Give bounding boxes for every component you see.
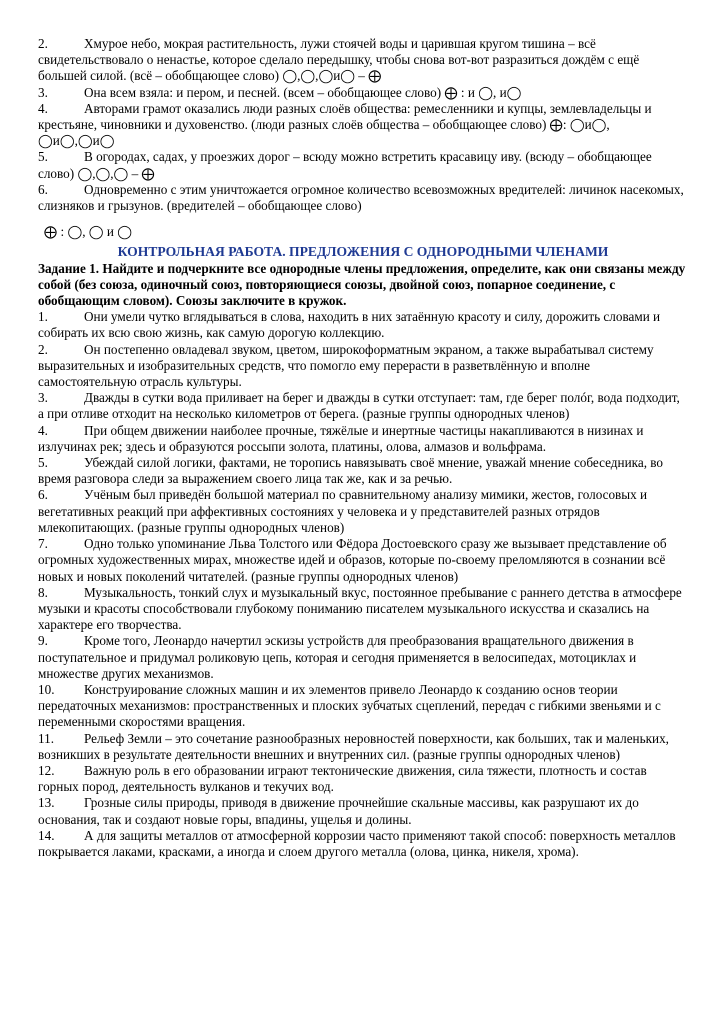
sentence-text: Одно только упоминание Льва Толстого или Фёдора Достоевского сразу же вызывает представление об огромных художественных мирах, множестве идей и образов, которые по-своему преломляются в сознании всё новых и новых поколений читателей. (разные группы однородных членов) [38, 536, 667, 584]
examples-list [38, 36, 688, 214]
sentence-text: А для защиты металлов от атмосферной коррозии часто применяют такой способ: поверхность металлов покрывается лаками, красками, а иногда и слоем другого металла (олова, цинка, никеля, хрома). [38, 827, 676, 859]
sentence-number: 6. [38, 487, 48, 503]
example-item [38, 149, 688, 181]
sentence-number: 12. [38, 762, 55, 778]
sentence-number: 3. [38, 390, 48, 406]
sentence-number: 1. [38, 309, 48, 325]
sentence-number: 7. [38, 536, 48, 552]
sentence-item [38, 795, 688, 827]
sentence-item [38, 309, 688, 341]
sentence-item [38, 731, 688, 763]
sentence-text: Грозные силы природы, приводя в движение прочнейшие скальные массивы, как разрушают их до основания, так и создают новые горы, впадины, ущелья и долины. [38, 795, 639, 827]
sentence-number: 8. [38, 584, 48, 600]
sentence-item [38, 423, 688, 455]
example-item [38, 85, 688, 101]
sentence-item [38, 487, 688, 536]
sentence-text: Музыкальность, тонкий слух и музыкальный вкус, постоянное пребывание с раннего детства в атмосфере музыки и красоты способствовали глубокому пониманию писателем музыкального искусства и сказались на характере его творчества. [38, 584, 682, 633]
sentence-number: 13. [38, 795, 55, 811]
sentence-number: 14. [38, 827, 55, 843]
sentence-item [38, 536, 688, 585]
document-page [38, 0, 688, 860]
example-item [38, 182, 688, 214]
sentence-text: Конструирование сложных машин и их элементов привело Леонардо к созданию основ теории передаточных механизмов: пространственных и плоских зубчатых сцеплений, передач с гибкими звеньями и с переменными скоростями вращения. [38, 681, 661, 730]
sentence-item [38, 585, 688, 634]
sentence-text: Учёным был приведён большой материал по сравнительному анализу мимики, жестов, голосовых и вегетативных реакций при аффективных состояниях у человека и у представителей разных отрядов млекопитающих. (разные группы однородных членов) [38, 487, 648, 535]
example-text: В огородах, садах, у проезжих дорог – всюду можно встретить красавицу иву. (всюду – обобщающее слово) ◯,◯,◯ – ⨁ [38, 149, 652, 181]
sentence-number: 5. [38, 455, 48, 471]
sentence-text: Они умели чутко вглядываться в слова, находить в них затаённую красоту и силу, дорожить словами и собирать их всю свою жизнь, как самую дорогую коллекцию. [38, 309, 661, 341]
sentence-text: Кроме того, Леонардо начертил эскизы устройств для преобразования вращательного движения в поступательное и придумал роликовую цепь, которая и сегодня применяется в велосипедах, мотоциклах и множестве других механизмов. [38, 633, 637, 681]
example-number: 3. [38, 84, 48, 100]
example-number: 6. [38, 181, 48, 197]
example-text: Хмурое небо, мокрая растительность, лужи стоячей воды и царившая кругом тишина – всё свидетельствовало о ненастье, которое сделало передышку, чтобы снова вот-вот разразиться дождём с ещё большей силой. (всё – обобщающее слово) ◯,◯,◯и◯ – ⨁ [38, 36, 640, 84]
sentences-list [38, 309, 688, 860]
sentence-text: При общем движении наиболее прочные, тяжёлые и инертные частицы накапливаются в низинах и излучинах рек; здесь и образуются россыпи золота, платины, олова, алмазов и вольфрама. [38, 422, 644, 454]
sentence-text: Рельеф Земли – это сочетание разнообразных неровностей поверхности, как больших, так и маленьких, возникших в результате деятельности внешних и внутренних сил. (разные группы однородных членов) [38, 730, 669, 762]
sentence-number: 2. [38, 341, 48, 357]
sentence-number: 11. [38, 730, 54, 746]
example-item [38, 36, 688, 85]
sentence-item [38, 682, 688, 731]
example-text: Авторами грамот оказались люди разных слоёв общества: ремесленники и купцы, землевладельцы и крестьяне, чиновники и духовенство. (люди разных слоёв общества – обобщающее слово) ⨁: ◯и◯, ◯и◯,◯и◯ [38, 100, 652, 149]
example-text: Одновременно с этим уничтожается огромное количество всевозможных вредителей: личинок насекомых, слизняков и грызунов. (вредителей – обобщающее слово) [38, 181, 684, 214]
sentence-text: Он постепенно овладевал звуком, цветом, широкоформатным экраном, а также вырабатывал систему выразительных и изобразительных средств, что помогло ему перерасти в разветвлённую и вполне самостоятельную отрасль культуры. [38, 341, 654, 390]
sentence-item [38, 390, 688, 422]
sentence-item [38, 455, 688, 487]
example-item [38, 101, 688, 150]
scheme-6: ⨁ : ◯, ◯ и ◯ [44, 224, 132, 240]
sentence-number: 4. [38, 422, 48, 438]
sentence-item [38, 342, 688, 391]
sentence-text: Важную роль в его образовании играют тектонические движения, сила тяжести, плотность и состав горных пород, деятельность вулканов и текучих вод. [38, 762, 647, 795]
example-number: 2. [38, 36, 48, 51]
sentence-item [38, 828, 688, 860]
sentence-text: Убеждай силой логики, фактами, не торопись навязывать своё мнение, уважай мнение собеседника, во время разговора следи за выражением своего лица так же, как и за речью. [38, 455, 664, 487]
task-1: Задание 1. Найдите и подчеркните все однородные члены предложения, определите, как они связаны между собой (без союза, одиночный союз, повторяющиеся союзы, двойной союз, попарное соединение, с обобщающим словом). Союзы заключите в кружок. [38, 260, 686, 309]
sentence-item [38, 763, 688, 795]
example-text: Она всем взяла: и пером, и песней. (всем – обобщающее слово) ⨁ : и ◯, и◯ [84, 84, 522, 100]
sentence-text: Дважды в сутки вода приливает на берег и дважды в сутки отступает: там, где берег полóг, вода подходит, а при отливе отходит на несколько километров от берега. (разные группы однородных членов) [38, 390, 680, 422]
sentence-number: 9. [38, 633, 48, 649]
sentence-item [38, 633, 688, 682]
example-number: 5. [38, 149, 48, 165]
example-number: 4. [38, 100, 48, 116]
section-title: КОНТРОЛЬНАЯ РАБОТА. ПРЕДЛОЖЕНИЯ С ОДНОРОДНЫМИ ЧЛЕНАМИ [117, 244, 609, 260]
sentence-number: 10. [38, 681, 55, 697]
